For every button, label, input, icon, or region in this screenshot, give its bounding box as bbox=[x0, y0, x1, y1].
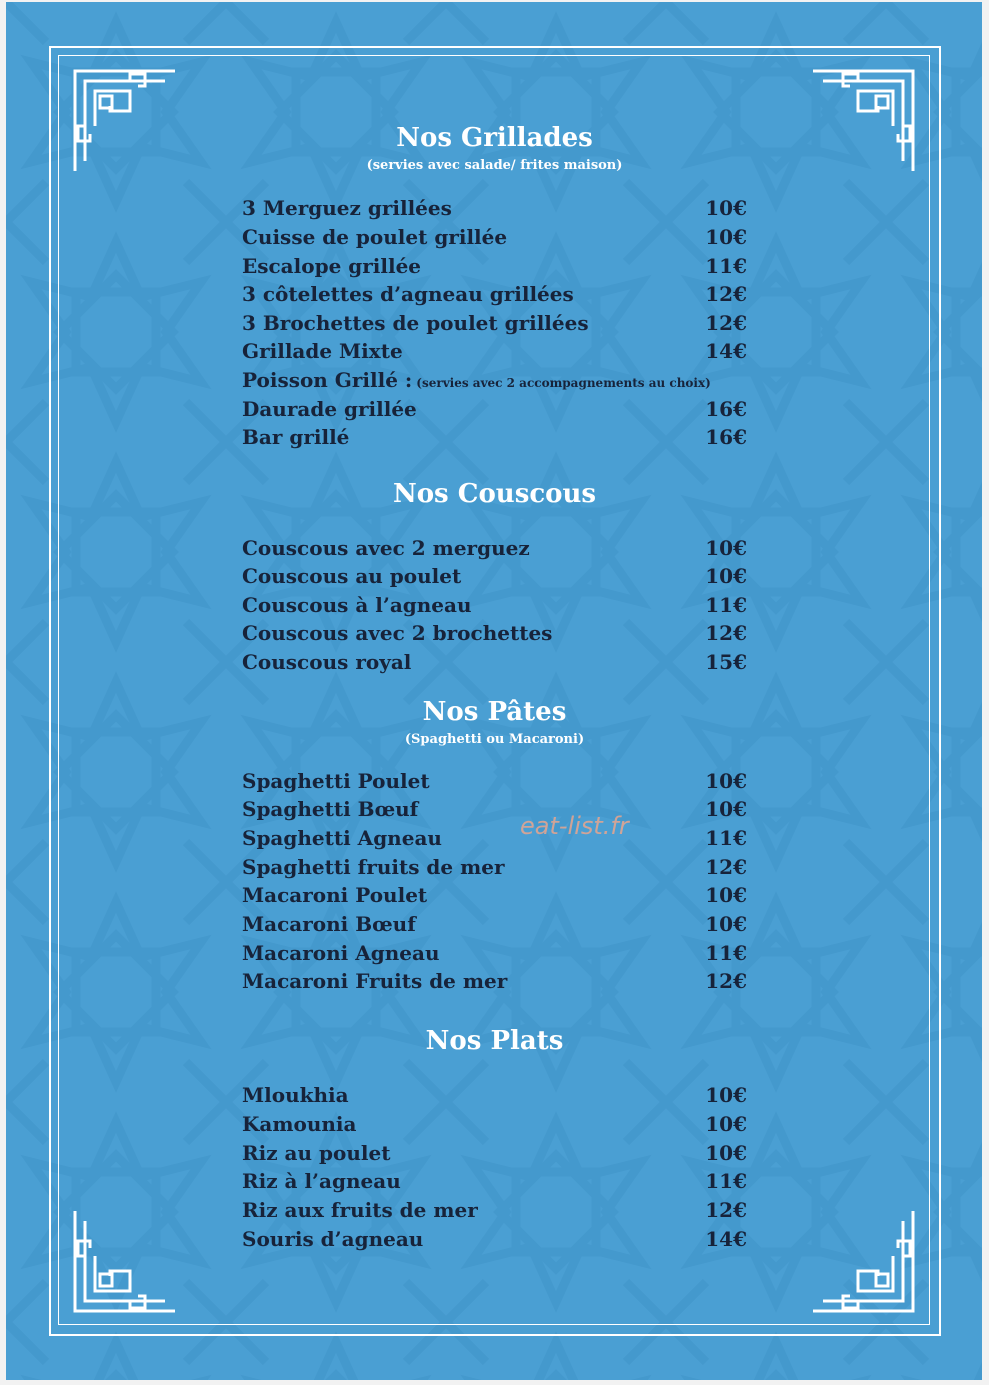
menu-item bbox=[242, 1141, 747, 1170]
item-price: 11€ bbox=[705, 826, 747, 850]
item-name: Grillade Mixte bbox=[242, 339, 403, 363]
menu-item bbox=[242, 855, 747, 884]
menu-item bbox=[242, 254, 747, 283]
menu-item bbox=[242, 196, 747, 225]
item-price: 12€ bbox=[705, 282, 747, 306]
item-name: Couscous royal bbox=[242, 650, 412, 674]
item-name: Riz aux fruits de mer bbox=[242, 1198, 478, 1222]
menu-item bbox=[242, 564, 747, 593]
item-price: 12€ bbox=[705, 1198, 747, 1222]
item-price: 12€ bbox=[705, 311, 747, 335]
menu-item bbox=[242, 621, 747, 650]
item-price: 10€ bbox=[705, 1141, 747, 1165]
menu-item bbox=[242, 1169, 747, 1198]
item-name: Bar grillé bbox=[242, 425, 350, 449]
section-title-grillades: Nos Grillades bbox=[396, 123, 593, 153]
item-name: Mloukhia bbox=[242, 1083, 349, 1107]
item-name: Cuisse de poulet grillée bbox=[242, 225, 508, 249]
item-name: Spaghetti Poulet bbox=[242, 769, 430, 793]
item-name: 3 côtelettes d’agneau grillées bbox=[242, 282, 574, 306]
item-price: 10€ bbox=[705, 564, 747, 588]
item-price: 16€ bbox=[705, 425, 747, 449]
item-name: Macaroni Fruits de mer bbox=[242, 969, 508, 993]
item-name: 3 Merguez grillées bbox=[242, 196, 452, 220]
item-price: 10€ bbox=[705, 536, 747, 560]
section-title-plats: Nos Plats bbox=[425, 1026, 564, 1056]
menu-item bbox=[242, 311, 747, 340]
menu-item bbox=[242, 282, 747, 311]
menu-item bbox=[242, 941, 747, 970]
item-name: Escalope grillée bbox=[242, 254, 422, 278]
item-name: Poisson Grillé : bbox=[242, 368, 413, 392]
item-price: 11€ bbox=[705, 254, 747, 278]
section-title-pates: Nos Pâtes bbox=[422, 697, 567, 727]
item-name: Riz à l’agneau bbox=[242, 1169, 401, 1193]
item-name: Macaroni Bœuf bbox=[242, 912, 416, 936]
item-name: Spaghetti Bœuf bbox=[242, 797, 419, 821]
menu-item bbox=[242, 339, 747, 368]
item-price: 10€ bbox=[705, 769, 747, 793]
item-price: 10€ bbox=[705, 797, 747, 821]
item-price: 10€ bbox=[705, 1083, 747, 1107]
section-subtitle-grillades: (servies avec salade/ frites maison) bbox=[366, 158, 623, 173]
item-name: Couscous avec 2 merguez bbox=[242, 536, 530, 560]
item-name: Riz au poulet bbox=[242, 1141, 391, 1165]
item-price: 11€ bbox=[705, 941, 747, 965]
menu-item bbox=[242, 1198, 747, 1227]
item-price: 10€ bbox=[705, 196, 747, 220]
menu-item bbox=[242, 797, 747, 826]
item-note: (servies avec 2 accompagnements au choix) bbox=[416, 376, 711, 390]
item-name: Souris d’agneau bbox=[242, 1227, 424, 1251]
menu-item bbox=[242, 593, 747, 622]
menu-item bbox=[242, 883, 747, 912]
menu-item bbox=[242, 397, 747, 426]
item-name: Couscous au poulet bbox=[242, 564, 462, 588]
item-price: 10€ bbox=[705, 883, 747, 907]
item-name-with-note bbox=[242, 368, 711, 392]
item-price: 14€ bbox=[705, 1227, 747, 1251]
item-price: 12€ bbox=[705, 621, 747, 645]
menu-item bbox=[242, 225, 747, 254]
menu-item bbox=[242, 769, 747, 798]
corner-ornament-bottom-right-icon bbox=[808, 1206, 918, 1316]
item-price: 14€ bbox=[705, 339, 747, 363]
menu-item bbox=[242, 1227, 747, 1256]
menu-item bbox=[242, 969, 747, 998]
item-price: 10€ bbox=[705, 912, 747, 936]
menu-item bbox=[242, 368, 747, 397]
menu-item bbox=[242, 650, 747, 679]
item-price: 12€ bbox=[705, 855, 747, 879]
item-price: 11€ bbox=[705, 593, 747, 617]
item-name: Couscous à l’agneau bbox=[242, 593, 472, 617]
item-price: 15€ bbox=[705, 650, 747, 674]
corner-ornament-bottom-left-icon bbox=[70, 1206, 180, 1316]
item-name: 3 Brochettes de poulet grillées bbox=[242, 311, 589, 335]
item-price: 11€ bbox=[705, 1169, 747, 1193]
item-name: Couscous avec 2 brochettes bbox=[242, 621, 553, 645]
item-price: 10€ bbox=[705, 1112, 747, 1136]
item-name: Macaroni Poulet bbox=[242, 883, 428, 907]
menu-item bbox=[242, 536, 747, 565]
menu-item bbox=[242, 826, 747, 855]
item-name: Macaroni Agneau bbox=[242, 941, 440, 965]
item-name: Kamounia bbox=[242, 1112, 357, 1136]
watermark: eat-list.fr bbox=[520, 812, 629, 840]
item-price: 16€ bbox=[705, 397, 747, 421]
item-price: 12€ bbox=[705, 969, 747, 993]
menu-item bbox=[242, 912, 747, 941]
menu-item bbox=[242, 1083, 747, 1112]
item-name: Daurade grillée bbox=[242, 397, 417, 421]
menu-item bbox=[242, 1112, 747, 1141]
item-name: Spaghetti fruits de mer bbox=[242, 855, 505, 879]
item-price: 10€ bbox=[705, 225, 747, 249]
section-subtitle-pates: (Spaghetti ou Macaroni) bbox=[404, 732, 585, 747]
item-name: Spaghetti Agneau bbox=[242, 826, 442, 850]
section-title-couscous: Nos Couscous bbox=[392, 479, 597, 509]
menu-item bbox=[242, 425, 747, 454]
